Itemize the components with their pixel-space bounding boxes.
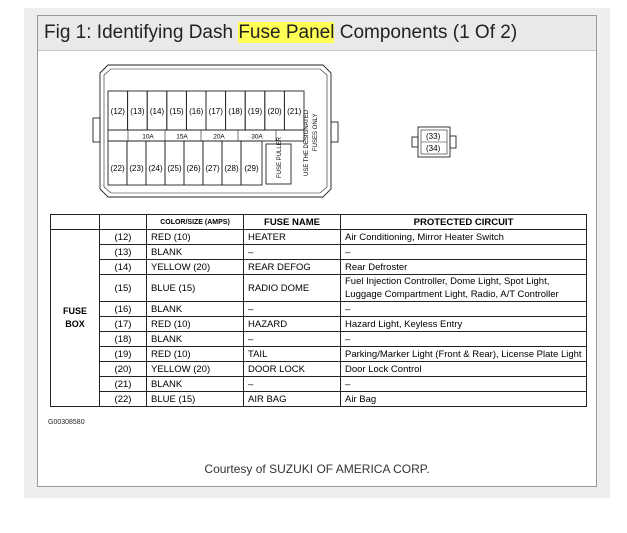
top-fuse-label: (14): [149, 107, 165, 116]
bottom-fuse-slot: [165, 141, 184, 185]
fuse-number-cell: (13): [100, 245, 147, 260]
fuse-panel-diagram: [38, 16, 598, 216]
table-row: [51, 392, 587, 407]
protected-circuit-cell: Parking/Marker Light (Front & Rear), License Plate Light: [341, 347, 587, 362]
top-fuse-label: (15): [169, 107, 184, 116]
bottom-fuse-slot: [184, 141, 203, 185]
fuse-name-cell: –: [244, 302, 341, 317]
color-size-cell: YELLOW (20): [147, 362, 244, 377]
fuse-name-cell: –: [244, 245, 341, 260]
fuse-number-cell: (17): [100, 317, 147, 332]
protected-circuit-cell: Air Conditioning, Mirror Heater Switch: [341, 230, 587, 245]
bottom-fuse-slot: [146, 141, 165, 185]
fuse-name-cell: –: [244, 377, 341, 392]
bottom-fuse-label: (26): [186, 164, 201, 173]
amp-label: 15A: [176, 133, 188, 141]
fuse-name-cell: –: [244, 332, 341, 347]
top-fuse-label: (21): [287, 107, 302, 116]
header-group: [51, 215, 100, 230]
title-prefix: Fig 1: Identifying Dash: [44, 22, 239, 43]
protected-circuit-cell: –: [341, 302, 587, 317]
fuse-name-cell: RADIO DOME: [244, 275, 341, 302]
fuse-number-cell: (20): [100, 362, 147, 377]
bottom-fuse-slot: [127, 141, 146, 185]
protected-circuit-cell: Air Bag: [341, 392, 587, 407]
table-row: [51, 377, 587, 392]
top-fuse-label: (16): [189, 107, 204, 116]
bottom-fuse-label: (29): [244, 164, 259, 173]
amp-label: 30A: [251, 133, 263, 141]
top-fuse-label: (17): [208, 107, 223, 116]
right-tab: [331, 122, 338, 142]
table-row: [51, 317, 587, 332]
amp-label: 10A: [142, 133, 154, 141]
amp-label: 20A: [213, 133, 225, 141]
fuse-number-cell: (12): [100, 230, 147, 245]
color-size-cell: BLUE (15): [147, 275, 244, 302]
top-fuse-label: (13): [130, 107, 145, 116]
panel-outline: [100, 65, 331, 197]
top-fuse-label: (12): [110, 107, 125, 116]
title-highlight: Fuse Panel: [238, 22, 335, 43]
fuse-number-cell: (22): [100, 392, 147, 407]
fuse-number-cell: (16): [100, 302, 147, 317]
fuse-name-cell: AIR BAG: [244, 392, 341, 407]
fuse-number-cell: (19): [100, 347, 147, 362]
table-row: [51, 275, 587, 302]
protected-circuit-cell: Hazard Light, Keyless Entry: [341, 317, 587, 332]
group-label-line-2: BOX: [65, 319, 85, 329]
protected-circuit-cell: –: [341, 332, 587, 347]
table-row: [51, 245, 587, 260]
side-note-line-1: USE THE DESIGNATED: [304, 109, 310, 176]
color-size-cell: BLANK: [147, 302, 244, 317]
fuse-name-cell: TAIL: [244, 347, 341, 362]
protected-circuit-cell: Rear Defroster: [341, 260, 587, 275]
courtesy-credit: Courtesy of SUZUKI OF AMERICA CORP.: [204, 462, 430, 476]
figure-id: G00308580: [48, 419, 85, 426]
fuse-puller-label: FUSE PULLER: [277, 136, 283, 178]
amp-strip: [108, 130, 304, 141]
fuse-number-cell: (18): [100, 332, 147, 347]
top-fuse-label: (20): [267, 107, 282, 116]
fuse-name-cell: HEATER: [244, 230, 341, 245]
color-size-cell: BLUE (15): [147, 392, 244, 407]
fuse-name-cell: HAZARD: [244, 317, 341, 332]
bottom-fuse-label: (25): [167, 164, 182, 173]
table-row: [51, 302, 587, 317]
header-protected-circuit: PROTECTED CIRCUIT: [341, 215, 587, 230]
relay-33-label: (33): [426, 132, 441, 141]
bottom-fuse-label: (27): [205, 164, 220, 173]
group-label-line-1: FUSE: [62, 306, 87, 316]
bottom-fuse-label: (22): [110, 164, 125, 173]
bottom-fuse-slot: [108, 141, 127, 185]
color-size-cell: RED (10): [147, 230, 244, 245]
header-color-size: COLOR/SIZE (AMPS): [147, 215, 244, 230]
color-size-cell: BLANK: [147, 377, 244, 392]
fuse-table: [50, 214, 587, 407]
table-row: [51, 362, 587, 377]
protected-circuit-cell: –: [341, 377, 587, 392]
header-fuse-name: FUSE NAME: [244, 215, 341, 230]
title-suffix: Components (1 Of 2): [334, 22, 518, 43]
bottom-fuse-label: (23): [129, 164, 144, 173]
color-size-cell: RED (10): [147, 347, 244, 362]
header-number: [100, 215, 147, 230]
protected-circuit-cell: Door Lock Control: [341, 362, 587, 377]
side-note-line-2: FUSES ONLY: [313, 113, 319, 151]
color-size-cell: RED (10): [147, 317, 244, 332]
table-row: [51, 347, 587, 362]
table-row: [51, 260, 587, 275]
bottom-fuse-label: (24): [148, 164, 163, 173]
color-size-cell: BLANK: [147, 332, 244, 347]
bottom-fuse-slot: [203, 141, 222, 185]
panel-inner-outline: [104, 69, 327, 193]
fuse-number-cell: (14): [100, 260, 147, 275]
table-row: [51, 230, 587, 245]
table-row: [51, 332, 587, 347]
table-header-row: [51, 215, 587, 230]
relay-connector: [412, 127, 456, 157]
protected-circuit-cell: Fuel Injection Controller, Dome Light, Spot Light, Luggage Compartment Light, Radio, A/T Controller: [341, 275, 587, 302]
color-size-cell: YELLOW (20): [147, 260, 244, 275]
top-fuse-label: (18): [228, 107, 243, 116]
fuse-number-cell: (15): [100, 275, 147, 302]
left-tab: [93, 118, 100, 142]
color-size-cell: BLANK: [147, 245, 244, 260]
fuse-name-cell: DOOR LOCK: [244, 362, 341, 377]
relay-34-label: (34): [426, 144, 441, 153]
bottom-fuse-slot: [222, 141, 241, 185]
protected-circuit-cell: –: [341, 245, 587, 260]
fuse-number-cell: (21): [100, 377, 147, 392]
top-fuse-label: (19): [247, 107, 263, 116]
bottom-fuse-slot: [241, 141, 262, 185]
figure-card: [37, 15, 597, 487]
bottom-fuse-label: (28): [224, 164, 239, 173]
fuse-name-cell: REAR DEFOG: [244, 260, 341, 275]
fuse-box-group-label: [51, 230, 100, 407]
